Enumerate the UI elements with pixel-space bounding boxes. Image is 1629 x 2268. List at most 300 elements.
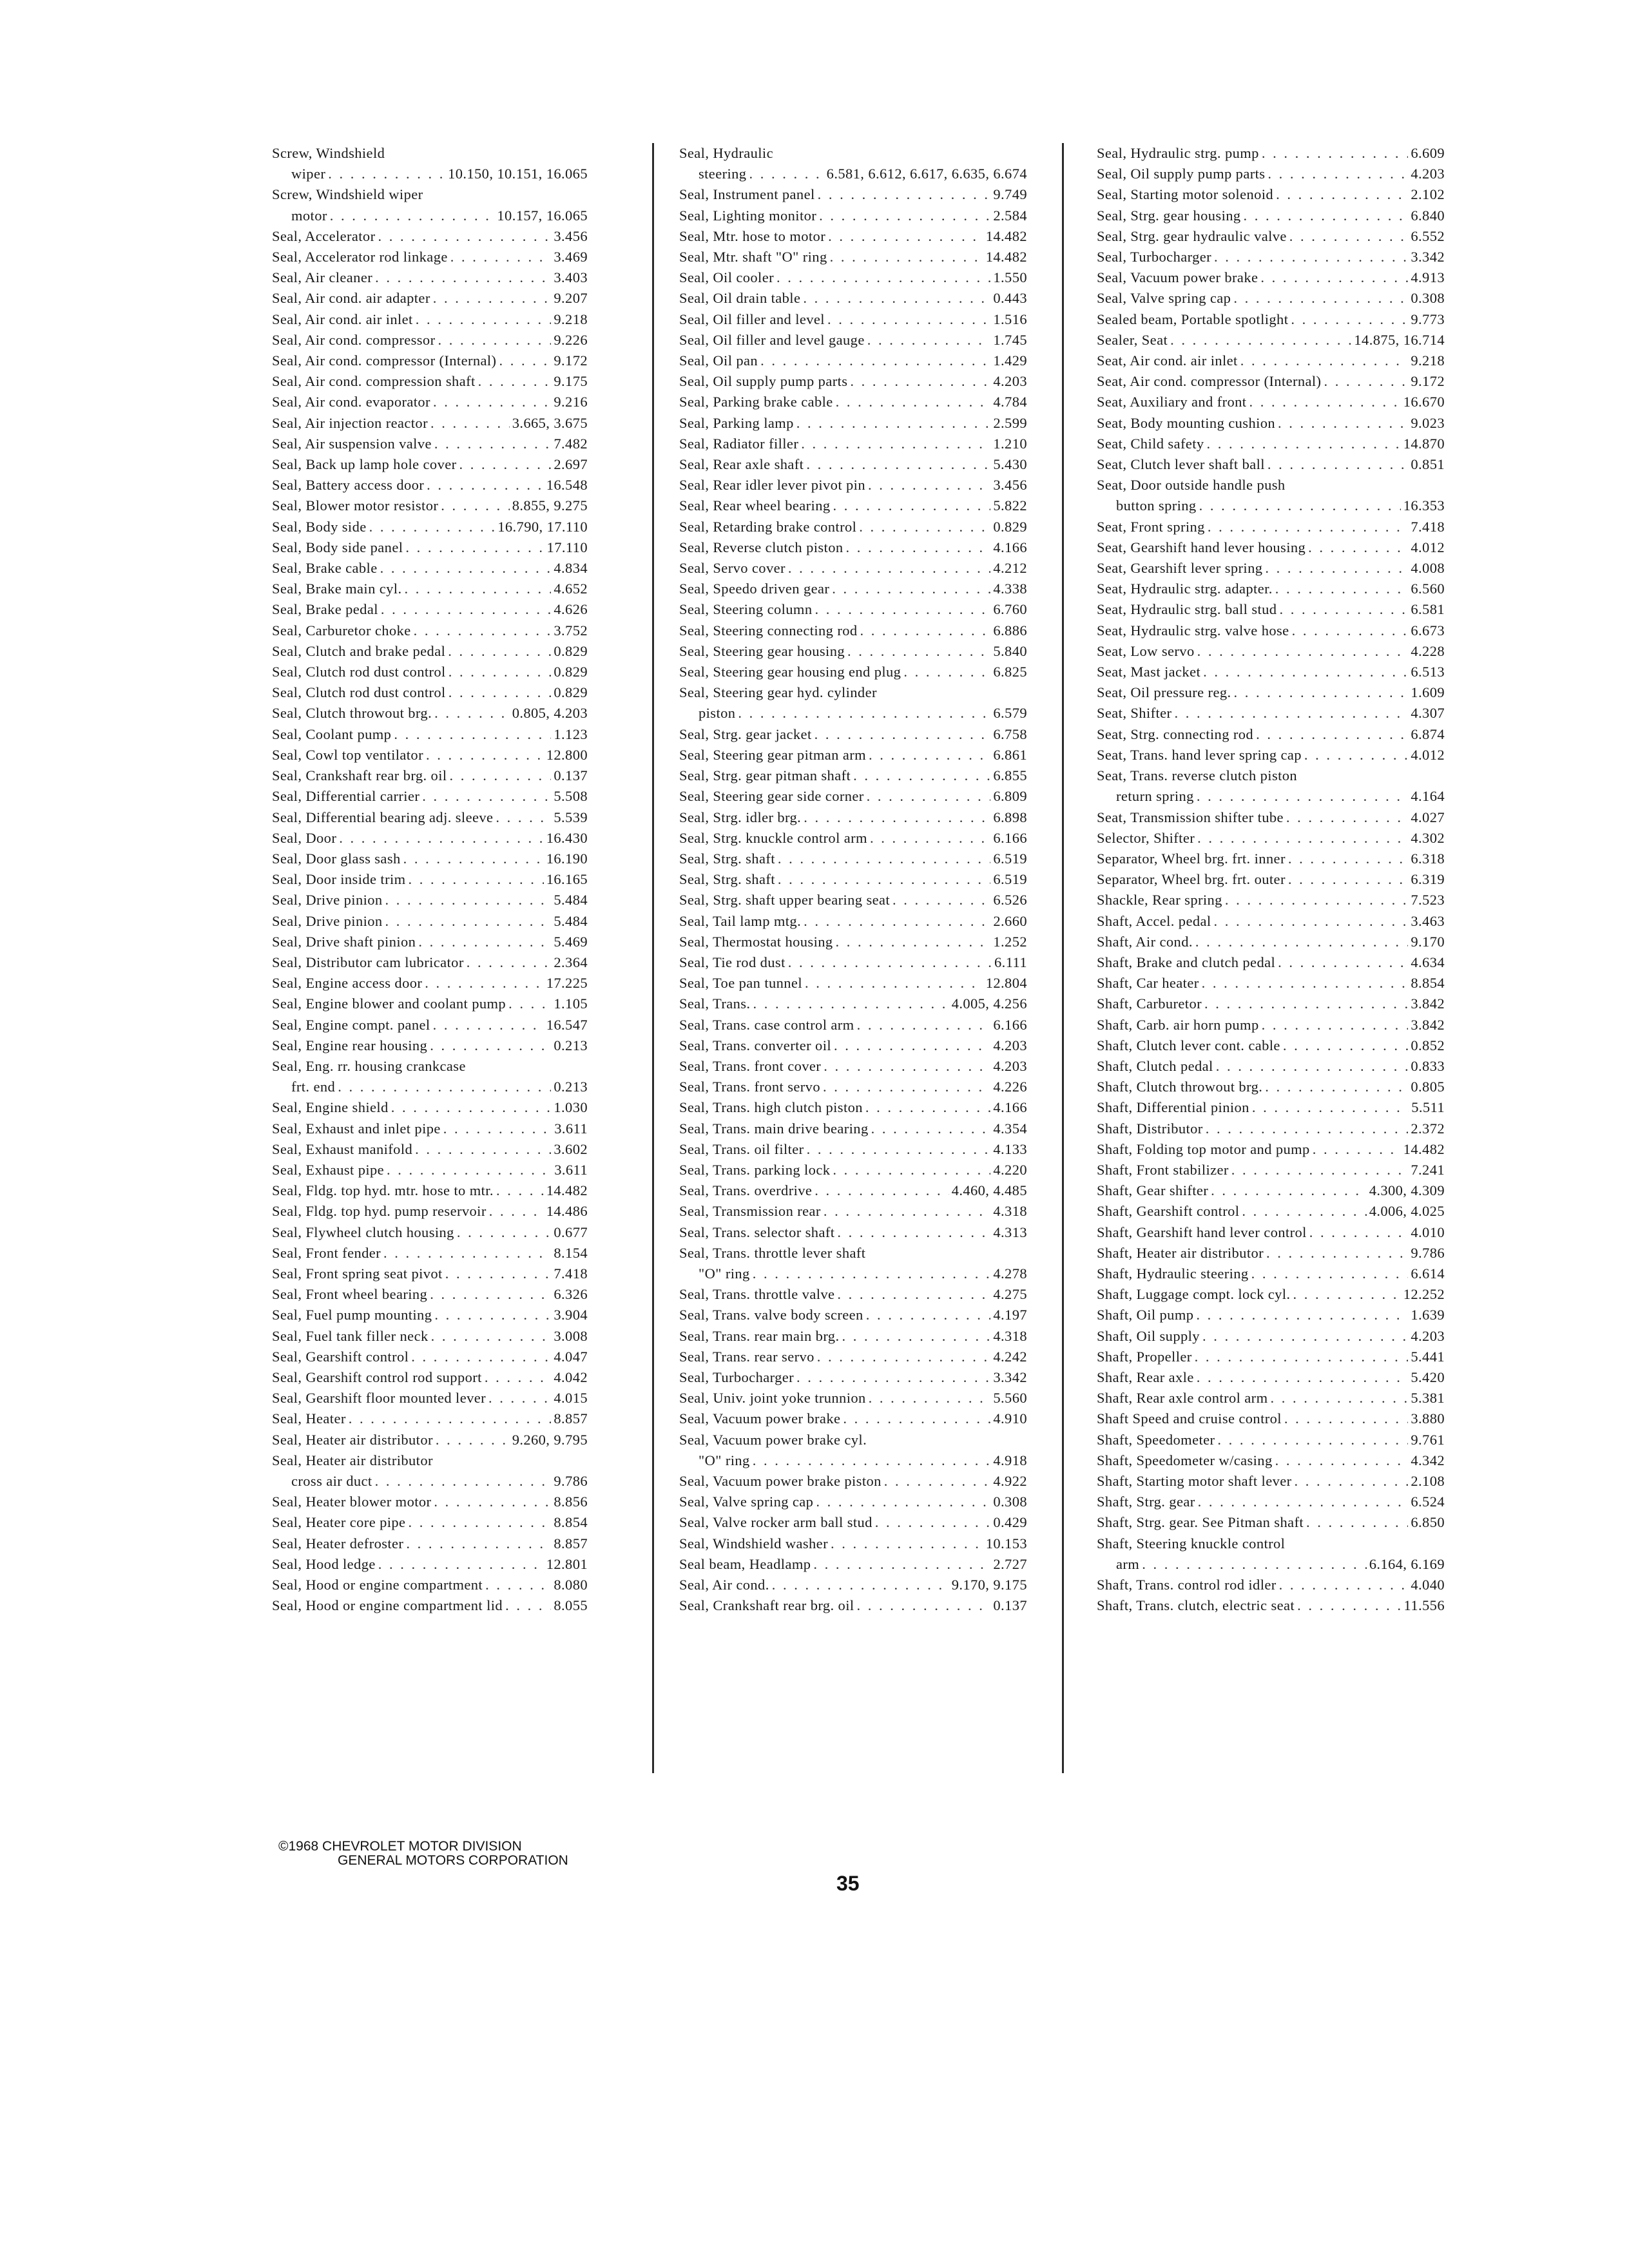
entry-text: Seat, Auxiliary and front xyxy=(1097,394,1247,410)
index-entry xyxy=(679,1160,1027,1180)
entry-line xyxy=(679,206,1027,226)
dot-leader xyxy=(489,1201,544,1222)
entry-page-ref: 6.609 xyxy=(1411,145,1445,161)
dot-leader xyxy=(843,1408,990,1429)
entry-line xyxy=(272,807,588,828)
entry-text: Seal, Exhaust pipe xyxy=(272,1161,385,1178)
index-entry xyxy=(679,786,1027,807)
dot-leader xyxy=(857,1015,991,1035)
entry-line xyxy=(679,226,1027,247)
entry-line xyxy=(679,745,1027,765)
entry-line xyxy=(272,1450,588,1471)
entry-line xyxy=(272,828,588,849)
index-entry xyxy=(272,765,588,786)
entry-page-ref: 3.456 xyxy=(554,227,588,244)
index-entry xyxy=(1097,1035,1445,1056)
index-entry xyxy=(272,724,588,745)
dot-leader xyxy=(1293,1284,1400,1305)
entry-page-ref: 14.870 xyxy=(1403,435,1445,452)
dot-leader xyxy=(816,1492,990,1512)
entry-page-ref: 6.758 xyxy=(993,726,1027,742)
dot-leader xyxy=(842,1326,990,1347)
dot-leader xyxy=(749,164,824,184)
entry-line xyxy=(1097,828,1445,849)
entry-line xyxy=(272,1388,588,1408)
entry-page-ref: 9.786 xyxy=(554,1473,588,1489)
entry-line xyxy=(1097,1119,1445,1139)
index-entry xyxy=(1097,1097,1445,1118)
entry-page-ref: 4.027 xyxy=(1411,809,1445,825)
dot-leader xyxy=(776,267,990,288)
entry-continuation xyxy=(679,703,1027,724)
dot-leader xyxy=(788,558,991,579)
entry-page-ref: 9.216 xyxy=(554,394,588,410)
entry-line xyxy=(1097,1430,1445,1450)
entry-page-ref: 4.913 xyxy=(1411,269,1445,286)
entry-page-ref: 5.430 xyxy=(993,456,1027,473)
entry-page-ref: 2.372 xyxy=(1411,1120,1445,1137)
entry-text: Seal, Brake pedal xyxy=(272,601,378,618)
entry-line xyxy=(272,849,588,869)
dot-leader xyxy=(853,765,990,786)
dot-leader xyxy=(1244,206,1409,226)
entry-line xyxy=(1097,1284,1445,1305)
dot-leader xyxy=(443,1119,552,1139)
dot-leader xyxy=(819,206,990,226)
index-entry xyxy=(1097,1139,1445,1160)
entry-page-ref: 1.516 xyxy=(993,311,1027,327)
index-entry xyxy=(272,454,588,475)
entry-page-ref: 4.922 xyxy=(993,1473,1027,1489)
entry-text: Seal, Engine access door xyxy=(272,975,423,992)
entry-text: Seal, Reverse clutch piston xyxy=(679,539,843,555)
index-entry xyxy=(1097,206,1445,226)
index-entry xyxy=(679,1180,1027,1201)
dot-leader xyxy=(383,1243,551,1264)
entry-line xyxy=(679,1243,1027,1264)
dot-leader xyxy=(1304,745,1408,765)
dot-leader xyxy=(1313,1139,1401,1160)
entry-line xyxy=(1097,1347,1445,1367)
entry-page-ref: 0.852 xyxy=(1411,1037,1445,1053)
entry-page-ref: 5.420 xyxy=(1411,1369,1445,1385)
dot-leader xyxy=(866,1305,991,1325)
entry-line xyxy=(1097,579,1445,599)
entry-text: Shaft, Luggage compt. lock cyl. xyxy=(1097,1286,1291,1303)
entry-text: Shaft, Strg. gear xyxy=(1097,1494,1195,1510)
index-entry xyxy=(272,1160,588,1180)
entry-line xyxy=(272,1326,588,1347)
entry-line xyxy=(679,1492,1027,1512)
dot-leader xyxy=(860,620,991,641)
dot-leader xyxy=(806,454,990,475)
entry-page-ref: 6.673 xyxy=(1411,622,1445,639)
entry-line xyxy=(679,1139,1027,1160)
entry-page-ref: 5.381 xyxy=(1411,1390,1445,1407)
dot-leader xyxy=(1308,537,1408,558)
entry-text: Seal, Fuel tank filler neck xyxy=(272,1327,429,1344)
index-entry xyxy=(1097,143,1445,164)
entry-page-ref: 4.166 xyxy=(993,539,1027,555)
entry-line xyxy=(1097,745,1445,765)
entry-page-ref: 6.581 xyxy=(1411,601,1445,618)
entry-line xyxy=(679,973,1027,994)
entry-line xyxy=(1097,1512,1445,1533)
entry-page-ref: 12.800 xyxy=(546,746,588,763)
entry-line xyxy=(272,1305,588,1325)
entry-text: Seal, Steering gear housing xyxy=(679,642,845,659)
entry-continuation-text: wiper xyxy=(291,166,326,182)
entry-line xyxy=(679,1201,1027,1222)
dot-leader xyxy=(1262,1015,1409,1035)
entry-line xyxy=(679,537,1027,558)
entry-text: Selector, Shifter xyxy=(1097,829,1195,846)
dot-leader xyxy=(1270,1388,1408,1408)
index-entry xyxy=(679,454,1027,475)
entry-text: Seal, Air cond. air adapter xyxy=(272,290,430,307)
entry-line xyxy=(1097,932,1445,952)
index-entry xyxy=(1097,1471,1445,1492)
index-entry xyxy=(679,599,1027,620)
index-entry xyxy=(1097,579,1445,599)
entry-page-ref: 9.260, 9.795 xyxy=(512,1431,588,1448)
entry-text: Shackle, Rear spring xyxy=(1097,892,1222,908)
entry-text: Shaft, Front stabilizer xyxy=(1097,1161,1229,1178)
entry-page-ref: 8.857 xyxy=(554,1535,588,1552)
entry-text: Seal, Air cond. compression shaft xyxy=(272,373,476,390)
entry-page-ref: 9.175 xyxy=(554,373,588,390)
entry-text: Seal, Door inside trim xyxy=(272,871,406,888)
index-entry xyxy=(1097,1056,1445,1077)
entry-page-ref: 12.804 xyxy=(985,975,1027,992)
index-entry xyxy=(1097,1430,1445,1450)
index-entry xyxy=(679,849,1027,869)
entry-line xyxy=(1097,143,1445,164)
dot-leader xyxy=(385,911,552,932)
index-entry xyxy=(679,1015,1027,1035)
index-entry xyxy=(272,599,588,620)
entry-line xyxy=(1097,911,1445,932)
index-entry xyxy=(1097,682,1445,703)
entry-line xyxy=(679,371,1027,392)
entry-text: Seal, Engine blower and coolant pump xyxy=(272,995,506,1012)
entry-line xyxy=(679,184,1027,205)
index-entry xyxy=(679,330,1027,351)
dot-leader xyxy=(875,1512,991,1533)
index-entry xyxy=(679,1284,1027,1305)
entry-line xyxy=(1097,247,1445,267)
index-entry xyxy=(272,184,588,226)
entry-text: Shaft, Clutch pedal xyxy=(1097,1057,1213,1074)
entry-text: Seal, Steering gear housing end plug xyxy=(679,664,901,680)
entry-page-ref: 2.108 xyxy=(1411,1473,1445,1489)
entry-page-ref: 4.342 xyxy=(1411,1452,1445,1468)
index-entry xyxy=(1097,226,1445,247)
entry-page-ref: 3.842 xyxy=(1411,1016,1445,1033)
index-entry xyxy=(679,351,1027,371)
entry-text: Seat, Air cond. compressor (Internal) xyxy=(1097,373,1322,390)
entry-line xyxy=(1097,1326,1445,1347)
entry-text: Shaft, Steering knuckle control xyxy=(1097,1535,1286,1552)
dot-leader xyxy=(1268,454,1408,475)
index-entry xyxy=(272,330,588,351)
dot-leader xyxy=(1291,309,1408,330)
entry-line xyxy=(1097,849,1445,869)
dot-leader xyxy=(818,184,991,205)
entry-line xyxy=(272,1554,588,1575)
entry-text: Shaft, Oil supply xyxy=(1097,1327,1200,1344)
dot-leader xyxy=(1324,371,1408,392)
dot-leader xyxy=(328,164,445,184)
entry-line xyxy=(272,1222,588,1243)
entry-page-ref: 6.579 xyxy=(993,705,1027,722)
index-entry xyxy=(1097,330,1445,351)
entry-text: Shaft, Distributor xyxy=(1097,1120,1203,1137)
dot-leader xyxy=(804,807,990,828)
entry-page-ref: 4.220 xyxy=(993,1161,1027,1178)
entry-text: Seal, Distributor cam lubricator xyxy=(272,954,464,970)
entry-line xyxy=(272,330,588,351)
entry-page-ref: 16.353 xyxy=(1403,497,1445,514)
entry-line xyxy=(679,1367,1027,1388)
entry-page-ref: 16.670 xyxy=(1403,394,1445,410)
entry-line xyxy=(272,1097,588,1118)
dot-leader xyxy=(434,1305,551,1325)
index-entry xyxy=(272,558,588,579)
index-entry xyxy=(679,620,1027,641)
entry-text: Seal, Windshield washer xyxy=(679,1535,828,1552)
entry-text: Seal, Thermostat housing xyxy=(679,933,833,950)
entry-continuation-text: button spring xyxy=(1116,497,1197,514)
entry-line xyxy=(272,1347,588,1367)
entry-text: Shaft, Carb. air horn pump xyxy=(1097,1016,1259,1033)
dot-leader xyxy=(375,1471,552,1492)
dot-leader xyxy=(1284,1408,1408,1429)
entry-page-ref: 1.745 xyxy=(993,331,1027,348)
entry-text: Seal, Crankshaft rear brg. oil xyxy=(272,767,447,784)
entry-line xyxy=(272,184,588,205)
entry-line xyxy=(272,1367,588,1388)
entry-line xyxy=(1097,1575,1445,1595)
entry-text: Shaft, Oil pump xyxy=(1097,1307,1194,1323)
entry-text: Seat, Transmission shifter tube xyxy=(1097,809,1284,825)
entry-line xyxy=(272,1533,588,1554)
index-entry xyxy=(1097,1326,1445,1347)
dot-leader xyxy=(796,413,991,434)
entry-continuation-text: steering xyxy=(699,166,747,182)
entry-text: Seal, Drive shaft pinion xyxy=(272,933,416,950)
index-entry xyxy=(679,1512,1027,1533)
dot-leader xyxy=(1251,1264,1409,1284)
index-entry xyxy=(1097,1305,1445,1325)
entry-line xyxy=(679,413,1027,434)
entry-line xyxy=(1097,434,1445,454)
entry-page-ref: 3.342 xyxy=(993,1369,1027,1385)
dot-leader xyxy=(871,1119,991,1139)
entry-text: Seal, Body side xyxy=(272,518,367,535)
entry-line xyxy=(1097,351,1445,371)
entry-line xyxy=(1097,724,1445,745)
entry-text: Seal, Exhaust and inlet pipe xyxy=(272,1120,441,1137)
entry-page-ref: 9.218 xyxy=(1411,352,1445,369)
dot-leader xyxy=(1265,1077,1408,1097)
index-entry xyxy=(679,1326,1027,1347)
dot-leader xyxy=(1295,1471,1409,1492)
entry-line xyxy=(1097,973,1445,994)
index-entry xyxy=(272,620,588,641)
index-entry xyxy=(1097,434,1445,454)
index-entry xyxy=(272,682,588,703)
entry-page-ref: 6.319 xyxy=(1411,871,1445,888)
index-entry xyxy=(679,517,1027,537)
dot-leader xyxy=(1202,1326,1408,1347)
entry-continuation-text: piston xyxy=(699,705,736,722)
entry-page-ref: 5.511 xyxy=(1411,1099,1445,1116)
index-entry xyxy=(272,1388,588,1408)
index-entry xyxy=(1097,1222,1445,1243)
entry-page-ref: 2.599 xyxy=(993,414,1027,431)
entry-page-ref: 10.150, 10.151, 16.065 xyxy=(448,166,588,182)
entry-text: Seal, Strg. gear housing xyxy=(1097,207,1241,224)
entry-page-ref: 14.486 xyxy=(546,1203,588,1220)
index-entry xyxy=(1097,558,1445,579)
entry-page-ref: 2.364 xyxy=(554,954,588,970)
entry-line xyxy=(679,1180,1027,1201)
entry-page-ref: 6.513 xyxy=(1411,664,1445,680)
entry-line xyxy=(272,288,588,309)
index-entry xyxy=(1097,1201,1445,1222)
entry-text: Seal, Clutch throwout brg. xyxy=(272,705,432,722)
entry-text: Shaft, Trans. control rod idler xyxy=(1097,1577,1277,1593)
dot-leader xyxy=(1142,1554,1367,1575)
entry-line xyxy=(679,786,1027,807)
entry-page-ref: 6.526 xyxy=(993,892,1027,908)
entry-page-ref: 1.429 xyxy=(993,352,1027,369)
dot-leader xyxy=(753,1450,991,1471)
entry-line xyxy=(272,786,588,807)
dot-leader xyxy=(1278,413,1408,434)
index-entry xyxy=(272,849,588,869)
entry-text: Seal, Heater defroster xyxy=(272,1535,404,1552)
copyright-line-2: GENERAL MOTORS CORPORATION xyxy=(338,1853,568,1868)
entry-text: Seal, Parking lamp xyxy=(679,414,794,431)
index-entry xyxy=(272,662,588,682)
entry-line xyxy=(1097,1201,1445,1222)
entry-page-ref: 12.252 xyxy=(1403,1286,1445,1303)
entry-line xyxy=(272,517,588,537)
entry-line xyxy=(679,1305,1027,1325)
dot-leader xyxy=(1197,641,1409,662)
entry-text: Seal, Mtr. shaft "O" ring xyxy=(679,249,827,265)
entry-page-ref: 4.338 xyxy=(993,581,1027,597)
entry-page-ref: 4.203 xyxy=(993,1037,1027,1053)
entry-page-ref: 6.874 xyxy=(1411,726,1445,742)
entry-page-ref: 5.484 xyxy=(554,892,588,908)
entry-line xyxy=(272,351,588,371)
entry-text: Seal, Trans. case control arm xyxy=(679,1016,854,1033)
dot-leader xyxy=(430,413,510,434)
entry-line xyxy=(679,1595,1027,1616)
index-entry xyxy=(1097,1408,1445,1429)
entry-text: Seal, Hood or engine compartment lid xyxy=(272,1597,503,1614)
dot-leader xyxy=(1195,932,1408,952)
index-entry xyxy=(272,745,588,765)
index-entry xyxy=(272,641,588,662)
entry-line xyxy=(1097,454,1445,475)
entry-text: Seal, Clutch and brake pedal xyxy=(272,642,446,659)
index-entry xyxy=(1097,1015,1445,1035)
entry-page-ref: 4.166 xyxy=(993,1099,1027,1116)
entry-page-ref: 14.875, 16.714 xyxy=(1354,331,1445,348)
entry-page-ref: 4.275 xyxy=(993,1286,1027,1303)
index-entry xyxy=(679,1035,1027,1056)
dot-leader xyxy=(867,786,991,807)
entry-line xyxy=(1097,413,1445,434)
entry-line xyxy=(679,911,1027,932)
index-entry xyxy=(679,1119,1027,1139)
entry-line xyxy=(272,869,588,890)
entry-line xyxy=(272,226,588,247)
entry-page-ref: 4.302 xyxy=(1411,829,1445,846)
index-entry xyxy=(272,994,588,1014)
index-entry xyxy=(272,973,588,994)
entry-line xyxy=(1097,1243,1445,1264)
dot-leader xyxy=(738,703,990,724)
dot-leader xyxy=(1214,911,1409,932)
dot-leader xyxy=(753,1264,991,1284)
entry-page-ref: 5.441 xyxy=(1411,1348,1445,1365)
entry-page-ref: 8.080 xyxy=(554,1577,588,1593)
index-entry xyxy=(1097,1243,1445,1264)
entry-page-ref: 4.318 xyxy=(993,1203,1027,1220)
entry-line xyxy=(1097,703,1445,724)
entry-text: Seal, Air cond. compressor (Internal) xyxy=(272,352,497,369)
entry-continuation xyxy=(679,1450,1027,1471)
dot-leader xyxy=(837,1222,990,1243)
entry-text: Seal, Oil cooler xyxy=(679,269,774,286)
dot-leader xyxy=(433,1015,544,1035)
entry-text: Shaft, Rear axle control arm xyxy=(1097,1390,1268,1407)
index-entry xyxy=(1097,413,1445,434)
entry-line xyxy=(272,1264,588,1284)
entry-text: Seal, Trans. rear main brg. xyxy=(679,1327,840,1344)
index-entry xyxy=(1097,454,1445,475)
index-entry xyxy=(1097,599,1445,620)
entry-page-ref: 4.652 xyxy=(554,581,588,597)
entry-text: Seal, Tail lamp mtg. xyxy=(679,912,802,929)
entry-line xyxy=(1097,1388,1445,1408)
entry-line xyxy=(679,1077,1027,1097)
entry-text: Seal, Battery access door xyxy=(272,477,425,494)
index-entry xyxy=(679,952,1027,973)
entry-text: Seal, Cowl top ventilator xyxy=(272,746,423,763)
index-entry xyxy=(272,495,588,516)
entry-text: Seal, Fuel pump mounting xyxy=(272,1307,432,1323)
index-entry xyxy=(679,1575,1027,1595)
entry-page-ref: 16.430 xyxy=(546,829,588,846)
entry-page-ref: 4.040 xyxy=(1411,1577,1445,1593)
entry-page-ref: 9.172 xyxy=(554,352,588,369)
entry-text: Seal, Vacuum power brake xyxy=(679,1410,841,1427)
index-entry xyxy=(679,1595,1027,1616)
entry-text: Seal, Turbocharger xyxy=(679,1369,795,1385)
entry-line xyxy=(272,1201,588,1222)
dot-leader xyxy=(804,911,990,932)
entry-line xyxy=(272,890,588,910)
entry-page-ref: 4.012 xyxy=(1411,746,1445,763)
entry-page-ref: 6.614 xyxy=(1411,1265,1445,1282)
dot-leader xyxy=(381,599,552,620)
